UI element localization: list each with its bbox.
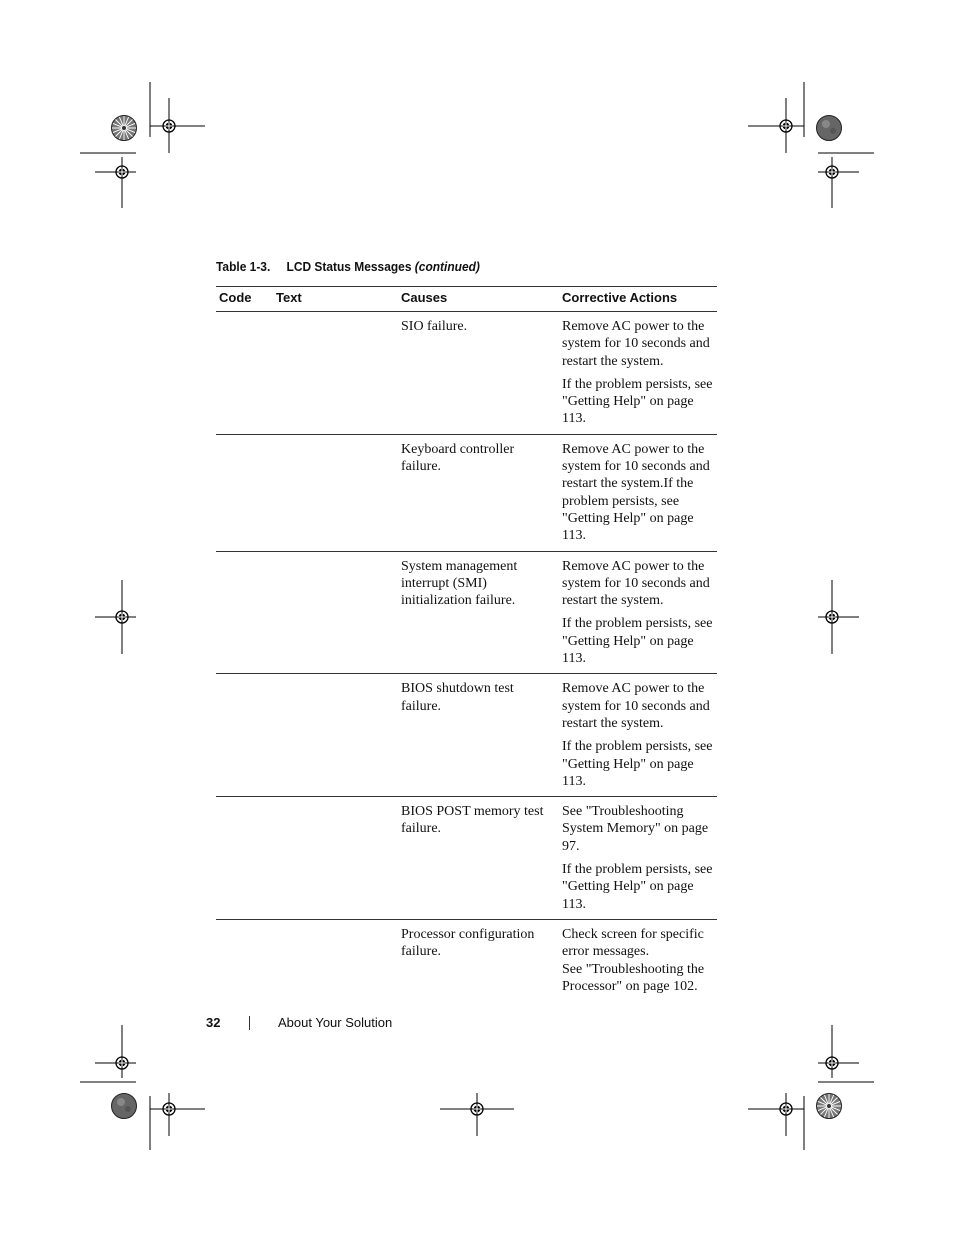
actions-cell	[559, 674, 717, 797]
action-paragraph: Remove AC power to the system for 10 seconds and restart the system.	[562, 558, 710, 609]
action-paragraph: Check screen for specific error messages.	[562, 926, 704, 960]
cause-cell: SIO failure.	[398, 312, 559, 435]
table-title: LCD Status Messages	[286, 259, 412, 274]
actions-cell	[559, 312, 717, 435]
column-header-text: Text	[273, 287, 398, 312]
lcd-status-table	[216, 286, 717, 1001]
action-paragraph: If the problem persists, see "Getting Help" on page 113.	[562, 616, 713, 667]
text-cell	[273, 312, 398, 435]
action-paragraph: If the problem persists, see "Getting Help" on page 113.	[562, 862, 713, 912]
actions-cell	[559, 434, 717, 551]
text-cell	[273, 434, 398, 551]
column-header-corrective-actions: Corrective Actions	[559, 287, 717, 312]
actions-cell	[559, 797, 717, 920]
cause-cell: BIOS shutdown test failure.	[398, 674, 559, 797]
footer-section-title: About Your Solution	[278, 1015, 393, 1030]
code-cell	[216, 797, 273, 920]
table-header-row	[216, 287, 717, 312]
action-paragraph: Remove AC power to the system for 10 seconds and restart the system.	[562, 319, 710, 369]
color-wheel-icon	[112, 1094, 137, 1119]
cause-cell: BIOS POST memory test failure.	[398, 797, 559, 920]
table-number: Table 1-3.	[216, 259, 271, 274]
text-cell	[273, 674, 398, 797]
text-cell	[273, 797, 398, 920]
column-header-code: Code	[216, 287, 273, 312]
actions-cell	[559, 919, 717, 1001]
table-row	[216, 312, 717, 435]
table-row	[216, 919, 717, 1001]
footer-divider	[249, 1016, 250, 1030]
table-continued: (continued)	[414, 259, 480, 274]
action-paragraph: Remove AC power to the system for 10 seconds and restart the system.	[562, 681, 710, 731]
color-wheel-icon	[817, 116, 842, 141]
text-cell	[273, 551, 398, 674]
action-paragraph: See "Troubleshooting the Processor" on page 102.	[562, 961, 705, 994]
action-paragraph: If the problem persists, see "Getting Help" on page 113.	[562, 739, 713, 789]
cause-cell: Keyboard controller failure.	[398, 434, 559, 551]
color-wheel-icon	[112, 116, 137, 141]
page-footer	[0, 1015, 954, 1035]
code-cell	[216, 312, 273, 435]
cause-cell: Processor configuration failure.	[401, 926, 535, 960]
column-header-causes: Causes	[398, 287, 559, 312]
action-paragraph: If the problem persists, see "Getting Help" on page 113.	[562, 376, 713, 427]
action-paragraph: Remove AC power to the system for 10 seconds and restart the system.If the problem persists, see "Getting Help" on page 113.	[562, 441, 710, 544]
color-wheel-icon	[817, 1094, 842, 1119]
table-caption	[216, 259, 480, 274]
page-number: 32	[206, 1015, 221, 1030]
code-cell	[216, 434, 273, 551]
table-row	[216, 551, 717, 674]
table-row	[216, 674, 717, 797]
action-paragraph: See "Troubleshooting System Memory" on page 97.	[562, 804, 709, 854]
table-row	[216, 797, 717, 920]
text-cell	[273, 919, 398, 1001]
actions-cell	[559, 551, 717, 674]
cause-cell: System management interrupt (SMI) initialization failure.	[398, 551, 559, 674]
table-row	[216, 434, 717, 551]
code-cell	[216, 551, 273, 674]
code-cell	[216, 919, 273, 1001]
code-cell	[216, 674, 273, 797]
